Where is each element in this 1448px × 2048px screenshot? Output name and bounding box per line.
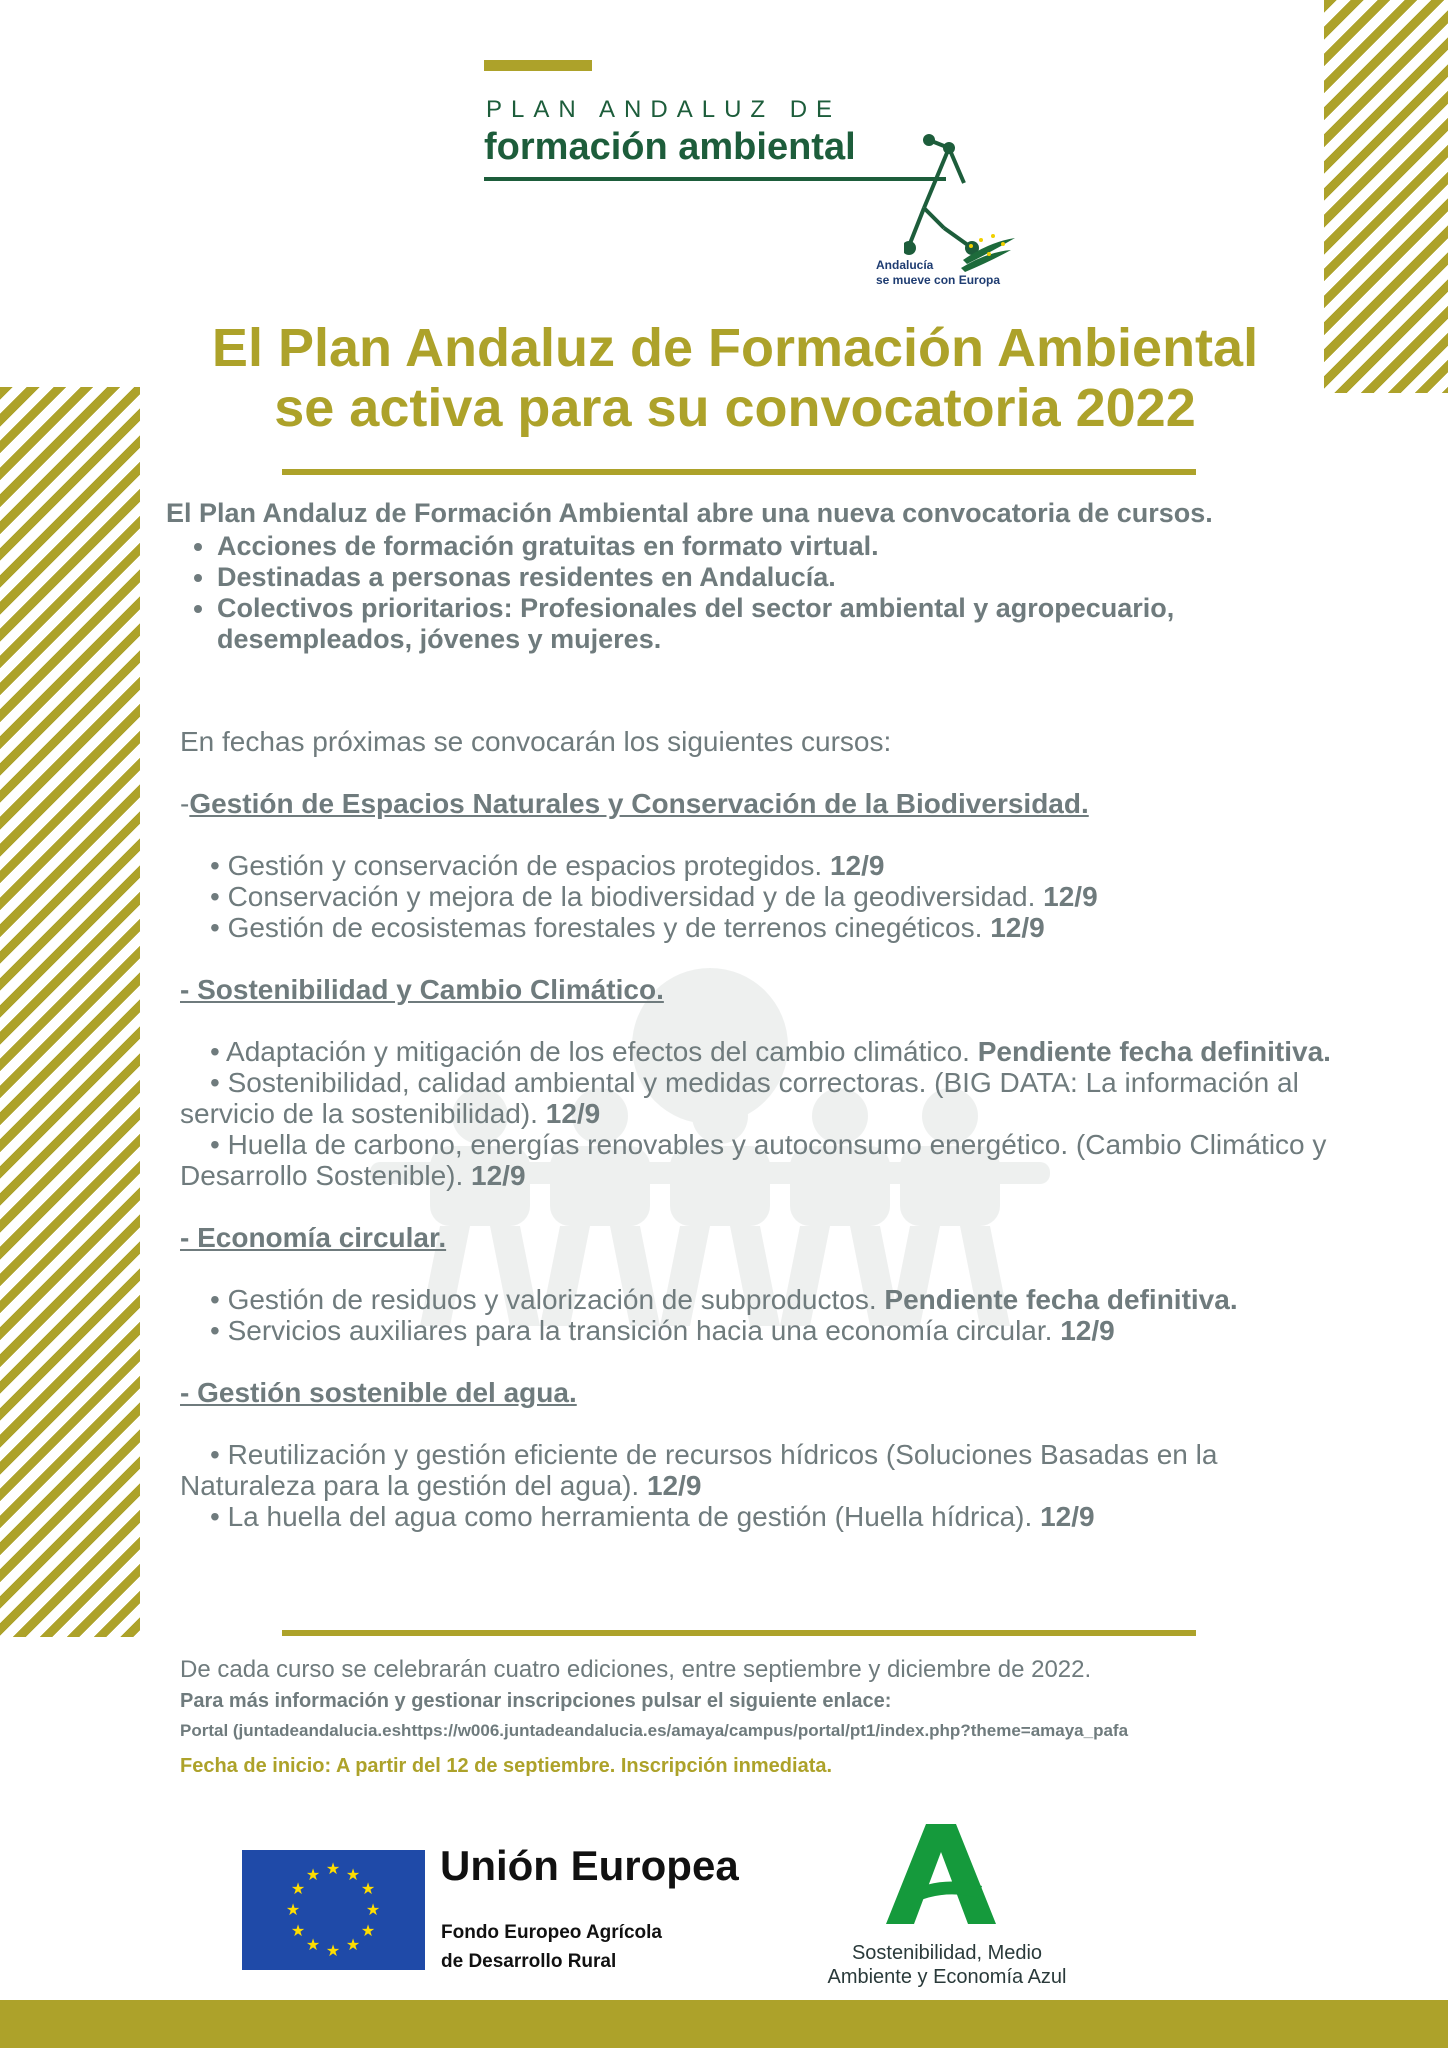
- eu-fund-line1: Fondo Europeo Agrícola: [441, 1922, 662, 1943]
- category-heading: [180, 1377, 1350, 1408]
- junta-andalucia-logo-icon: [886, 1824, 996, 1934]
- course-item: [180, 1501, 1350, 1532]
- course-text: • Adaptación y mitigación de los efectos del cambio climático.: [210, 1036, 978, 1067]
- course-item: [180, 1315, 1350, 1346]
- course-item: [180, 1067, 1350, 1129]
- course-text: • Gestión y conservación de espacios protegidos.: [210, 850, 830, 881]
- course-date: 12/9: [471, 1160, 526, 1191]
- logo-plan-main-text: formación ambiental: [484, 126, 856, 168]
- svg-text:★: ★: [290, 1921, 306, 1940]
- course-item: [180, 1284, 1350, 1315]
- course-text: • Reutilización y gestión eficiente de recursos hídricos (Soluciones Basadas en la Naturaleza para la gestión del agua).: [180, 1439, 1218, 1501]
- svg-text:★: ★: [365, 1900, 381, 1919]
- divider-top: [282, 469, 1196, 475]
- course-date: 12/9: [990, 912, 1045, 943]
- svg-text:★: ★: [325, 1941, 341, 1960]
- andalucia-logo-line2: se mueve con Europa: [876, 273, 1001, 287]
- eu-title: Unión Europea: [440, 1842, 739, 1889]
- category-heading: [180, 788, 1350, 819]
- course-date: 12/9: [1060, 1315, 1115, 1346]
- category-heading: [180, 974, 1350, 1005]
- page-title-line1: El Plan Andaluz de Formación Ambiental: [211, 318, 1259, 378]
- course-text: • Servicios auxiliares para la transición hacia una economía circular.: [210, 1315, 1061, 1346]
- course-text: • La huella del agua como herramienta de gestión (Huella hídrica).: [210, 1501, 1041, 1532]
- page-title: [150, 318, 1320, 438]
- svg-text:★: ★: [345, 1935, 361, 1954]
- course-text: • Conservación y mejora de la biodiversidad y de la geodiversidad.: [210, 881, 1044, 912]
- andalucia-logo-line1: Andalucía: [876, 258, 934, 272]
- course-date: Pendiente fecha definitiva.: [977, 1036, 1331, 1067]
- more-info-text: Para más información y gestionar inscripciones pulsar el siguiente enlace:: [180, 1690, 892, 1712]
- courses-section: [180, 726, 1350, 1532]
- courses-lead: En fechas próximas se convocarán los siguientes cursos:: [180, 726, 892, 757]
- decorative-stripes-left: [0, 387, 140, 1637]
- svg-text:★: ★: [345, 1865, 361, 1884]
- category-title: Gestión de Espacios Naturales y Conservación de la Biodiversidad.: [189, 788, 1089, 819]
- andalucia-europa-logo: [876, 228, 1016, 288]
- course-date: 12/9: [1043, 881, 1098, 912]
- course-item: [180, 1036, 1350, 1067]
- eu-flag-icon: [242, 1850, 425, 1970]
- category-title: - Gestión sostenible del agua.: [180, 1377, 577, 1408]
- course-text: • Gestión de residuos y valorización de subproductos.: [210, 1284, 885, 1315]
- course-text: • Gestión de ecosistemas forestales y de terrenos cinegéticos.: [210, 912, 991, 943]
- footer-info-section: [180, 1654, 1380, 1778]
- svg-text:★: ★: [305, 1935, 321, 1954]
- junta-dept-line2: Ambiente y Economía Azul: [827, 1966, 1067, 1988]
- course-text: • Sostenibilidad, calidad ambiental y medidas correctoras. (BIG DATA: La información al servicio de la sostenibilidad).: [180, 1067, 1299, 1129]
- junta-dept-line1: Sostenibilidad, Medio: [851, 1942, 1043, 1964]
- page-title-line2: se activa para su convocatoria 2022: [274, 378, 1196, 438]
- course-item: [180, 881, 1350, 912]
- intro-bullet: • Destinadas a personas residentes en Andalucía.: [217, 562, 1346, 593]
- svg-text:★: ★: [305, 1865, 321, 1884]
- category-title: - Economía circular.: [180, 1222, 447, 1253]
- editions-text: De cada curso se celebrarán cuatro ediciones, entre septiembre y diciembre de 2022.: [180, 1656, 1092, 1683]
- logo-underline: [484, 177, 946, 181]
- bottom-accent-bar: [0, 2000, 1448, 2048]
- plan-andaluz-logo: [484, 60, 954, 220]
- svg-text:★: ★: [360, 1879, 376, 1898]
- divider-bottom: [282, 1630, 1196, 1636]
- start-date-text: Fecha de inicio: A partir del 12 de septiembre. Inscripción inmediata.: [180, 1755, 833, 1777]
- course-item: [180, 1129, 1350, 1191]
- svg-text:★: ★: [360, 1921, 376, 1940]
- intro-bullet: • Colectivos prioritarios: Profesionales del sector ambiental y agropecuario, desempleados, jóvenes y mujeres.: [217, 593, 1346, 655]
- portal-link[interactable]: Portal (juntadeandalucia.eshttps://w006.juntadeandalucia.es/amaya/campus/portal/pt1/index.php?theme=amaya_pafa: [180, 1721, 1129, 1740]
- course-item: [180, 912, 1350, 943]
- eu-fund-line2: de Desarrollo Rural: [441, 1951, 617, 1972]
- decorative-stripes-top-right: [1324, 0, 1448, 393]
- andalucia-swoosh-icon: [961, 232, 1017, 272]
- svg-text:★: ★: [325, 1859, 341, 1878]
- course-date: Pendiente fecha definitiva.: [884, 1284, 1238, 1315]
- intro-bullets: [166, 531, 1346, 655]
- course-item: [180, 850, 1350, 881]
- course-date: 12/9: [1040, 1501, 1095, 1532]
- eu-stars-icon: [242, 1850, 425, 1970]
- intro-lead: El Plan Andaluz de Formación Ambiental abre una nueva convocatoria de cursos.: [166, 498, 1213, 528]
- course-date: 12/9: [829, 850, 885, 881]
- intro-section: [166, 498, 1346, 655]
- category-heading: [180, 1222, 1350, 1253]
- svg-text:★: ★: [285, 1900, 301, 1919]
- course-text: • Huella de carbono, energías renovables y autoconsumo energético. (Cambio Climático y Desarrollo Sostenible).: [180, 1129, 1327, 1191]
- course-item: [180, 1439, 1350, 1501]
- logo-plan-top-text: PLAN ANDALUZ DE: [486, 96, 842, 123]
- logo-accent-bar: [484, 60, 592, 71]
- course-date: 12/9: [545, 1098, 601, 1129]
- intro-bullet: • Acciones de formación gratuitas en formato virtual.: [217, 531, 1346, 562]
- category-prefix: -: [180, 788, 190, 819]
- category-title: - Sostenibilidad y Cambio Climático.: [180, 974, 664, 1005]
- svg-text:★: ★: [290, 1879, 306, 1898]
- course-date: 12/9: [646, 1470, 702, 1501]
